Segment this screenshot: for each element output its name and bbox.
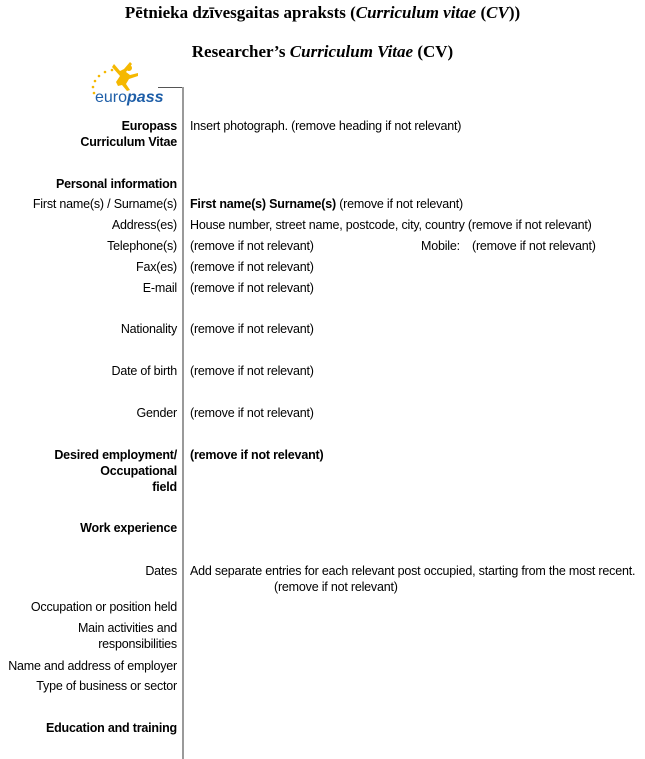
gender-label: Gender: [136, 406, 177, 420]
label-line: responsibilities: [98, 637, 177, 651]
personal-info-heading: Personal information: [55, 177, 177, 191]
telephone-value: (remove if not relevant): [190, 239, 314, 253]
dob-label: Date of birth: [111, 364, 177, 378]
fax-label: Fax(es): [136, 260, 177, 274]
title-text: (CV): [413, 42, 454, 61]
label-line: field: [152, 480, 177, 494]
email-value: (remove if not relevant): [190, 281, 314, 295]
mobile-label: Mobile:: [421, 239, 460, 253]
occupation-label: Occupation or position held: [30, 600, 177, 614]
name-label: First name(s) / Surname(s): [32, 197, 177, 211]
europass-figure-icon: [86, 60, 182, 106]
document-title-latvian: [0, 3, 645, 23]
title-italic: Curriculum Vitae: [289, 42, 414, 61]
desired-employment-value: (remove if not relevant): [190, 448, 324, 462]
work-experience-heading: Work experience: [80, 521, 177, 535]
name-rest: (remove if not relevant): [335, 197, 463, 211]
dates-label: Dates: [145, 564, 177, 578]
desired-employment-label: [54, 447, 177, 495]
label-line: Desired employment/: [54, 448, 177, 462]
address-value: House number, street name, postcode, city, country (remove if not relevant): [190, 218, 592, 232]
title-text: Researcher’s: [191, 42, 290, 61]
dob-value: (remove if not relevant): [190, 364, 314, 378]
title-text: Pētnieka dzīvesgaitas apraksts (: [124, 3, 356, 22]
title-text: )): [508, 3, 521, 22]
employer-label: Name and address of employer: [8, 659, 177, 673]
label-line: Main activities and: [77, 621, 177, 635]
nationality-value: (remove if not relevant): [190, 322, 314, 336]
europass-logo: [86, 60, 182, 106]
title-italic: CV: [486, 3, 509, 22]
gender-value: (remove if not relevant): [190, 406, 314, 420]
activities-label: [78, 620, 177, 652]
telephone-label: Telephone(s): [107, 239, 177, 253]
name-value: [190, 196, 463, 212]
dates-value-line2: (remove if not relevant): [274, 580, 398, 594]
dates-value-line1: Add separate entries for each relevant post occupied, starting from the most recent.: [190, 564, 636, 578]
title-text: (: [476, 3, 487, 22]
label-line: Curriculum Vitae: [80, 135, 177, 149]
mobile-value: (remove if not relevant): [472, 239, 596, 253]
column-divider: [182, 87, 184, 759]
label-line: Europass: [121, 119, 177, 133]
education-heading: Education and training: [45, 721, 177, 735]
name-bold: First name(s) Surname(s): [190, 197, 336, 211]
europass-cv-label: [80, 118, 177, 150]
document-title-english: [0, 42, 645, 62]
email-label: E-mail: [142, 281, 177, 295]
logo-underline: [158, 87, 183, 88]
fax-value: (remove if not relevant): [190, 260, 314, 274]
title-italic: Curriculum vitae: [355, 3, 477, 22]
label-line: Occupational: [100, 464, 177, 478]
nationality-label: Nationality: [120, 322, 177, 336]
photo-instruction: Insert photograph. (remove heading if not relevant): [190, 119, 462, 133]
logo-text: europass: [95, 89, 164, 106]
address-label: Address(es): [111, 218, 177, 232]
sector-label: Type of business or sector: [36, 679, 177, 693]
